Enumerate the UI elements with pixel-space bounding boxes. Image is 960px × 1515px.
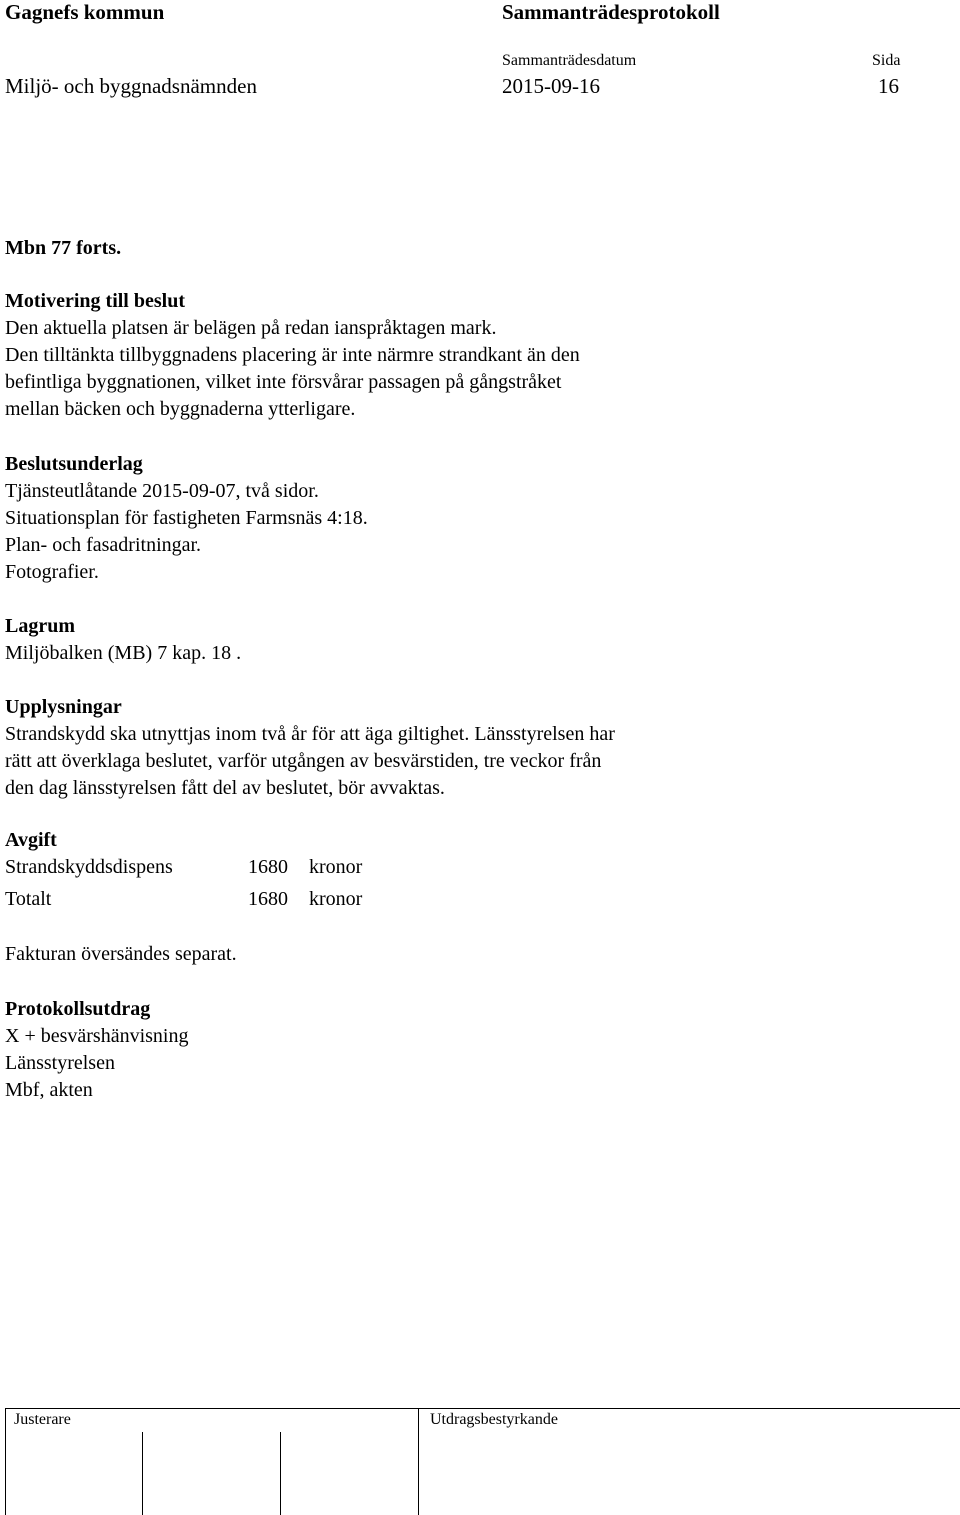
section-heading-avgift: Avgift: [5, 829, 57, 851]
fee-label: Totalt: [5, 888, 52, 910]
municipality-name: Gagnefs kommun: [5, 0, 165, 24]
body-line: Plan- och fasadritningar.: [5, 534, 202, 556]
page-label: Sida: [872, 52, 901, 69]
justerare-label: Justerare: [14, 1411, 71, 1428]
section-protokollsutdrag: [5, 996, 945, 1104]
section-heading: Lagrum: [5, 615, 75, 637]
fee-unit: kronor: [309, 856, 363, 878]
section-beslutsunderlag: [5, 451, 945, 586]
fee-unit: kronor: [309, 888, 363, 910]
section-heading: Upplysningar: [5, 696, 122, 718]
body-line: Situationsplan för fastigheten Farmsnäs 4:18.: [5, 507, 368, 529]
date-label: Sammanträdesdatum: [502, 52, 637, 69]
fee-row: [5, 856, 405, 883]
section-heading: Motivering till beslut: [5, 290, 185, 312]
body-line: den dag länsstyrelsen fått del av beslutet, bör avvaktas.: [5, 777, 445, 799]
section-upplysningar: [5, 694, 945, 802]
signature-divider: [142, 1432, 143, 1515]
section-motivering: [5, 288, 945, 423]
body-line: Miljöbalken (MB) 7 kap. 18 .: [5, 642, 242, 664]
signature-divider: [280, 1432, 281, 1515]
page-number: 16: [878, 74, 899, 98]
invoice-note: Fakturan översändes separat.: [5, 943, 237, 965]
body-line: Den aktuella platsen är belägen på redan ianspråktagen mark.: [5, 317, 497, 339]
section-heading: Beslutsunderlag: [5, 453, 143, 475]
section-lagrum: [5, 613, 945, 667]
utdragsbestyrkande-label: Utdragsbestyrkande: [430, 1411, 558, 1428]
fee-amount: 1680: [248, 856, 288, 878]
body-line: Den tilltänkta tillbyggnadens placering är inte närmre strandkant än den: [5, 344, 580, 366]
fee-label: Strandskyddsdispens: [5, 856, 173, 878]
body-line: befintliga byggnationen, vilket inte försvårar passagen på gångstråket: [5, 371, 562, 393]
body-line: Mbf, akten: [5, 1079, 93, 1101]
signature-box-top-border: [5, 1408, 960, 1409]
meeting-date: 2015-09-16: [502, 74, 600, 98]
body-line: X + besvärshänvisning: [5, 1025, 189, 1047]
body-line: mellan bäcken och byggnaderna ytterligare.: [5, 398, 356, 420]
signature-divider: [418, 1408, 419, 1515]
body-line: rätt att överklaga beslutet, varför utgången av besvärstiden, tre veckor från: [5, 750, 602, 772]
section-heading: Protokollsutdrag: [5, 998, 151, 1020]
signature-box-left-border: [5, 1408, 6, 1515]
body-line: Strandskydd ska utnyttjas inom två år för att äga giltighet. Länsstyrelsen har: [5, 723, 615, 745]
body-line: Tjänsteutlåtande 2015-09-07, två sidor.: [5, 480, 319, 502]
committee-name: Miljö- och byggnadsnämnden: [5, 74, 257, 98]
fee-amount: 1680: [248, 888, 288, 910]
fee-row-total: [5, 888, 405, 915]
body-line: Länsstyrelsen: [5, 1052, 115, 1074]
document-type: Sammanträdesprotokoll: [502, 0, 720, 24]
body-line: Fotografier.: [5, 561, 99, 583]
paragraph-reference: Mbn 77 forts.: [5, 237, 122, 259]
